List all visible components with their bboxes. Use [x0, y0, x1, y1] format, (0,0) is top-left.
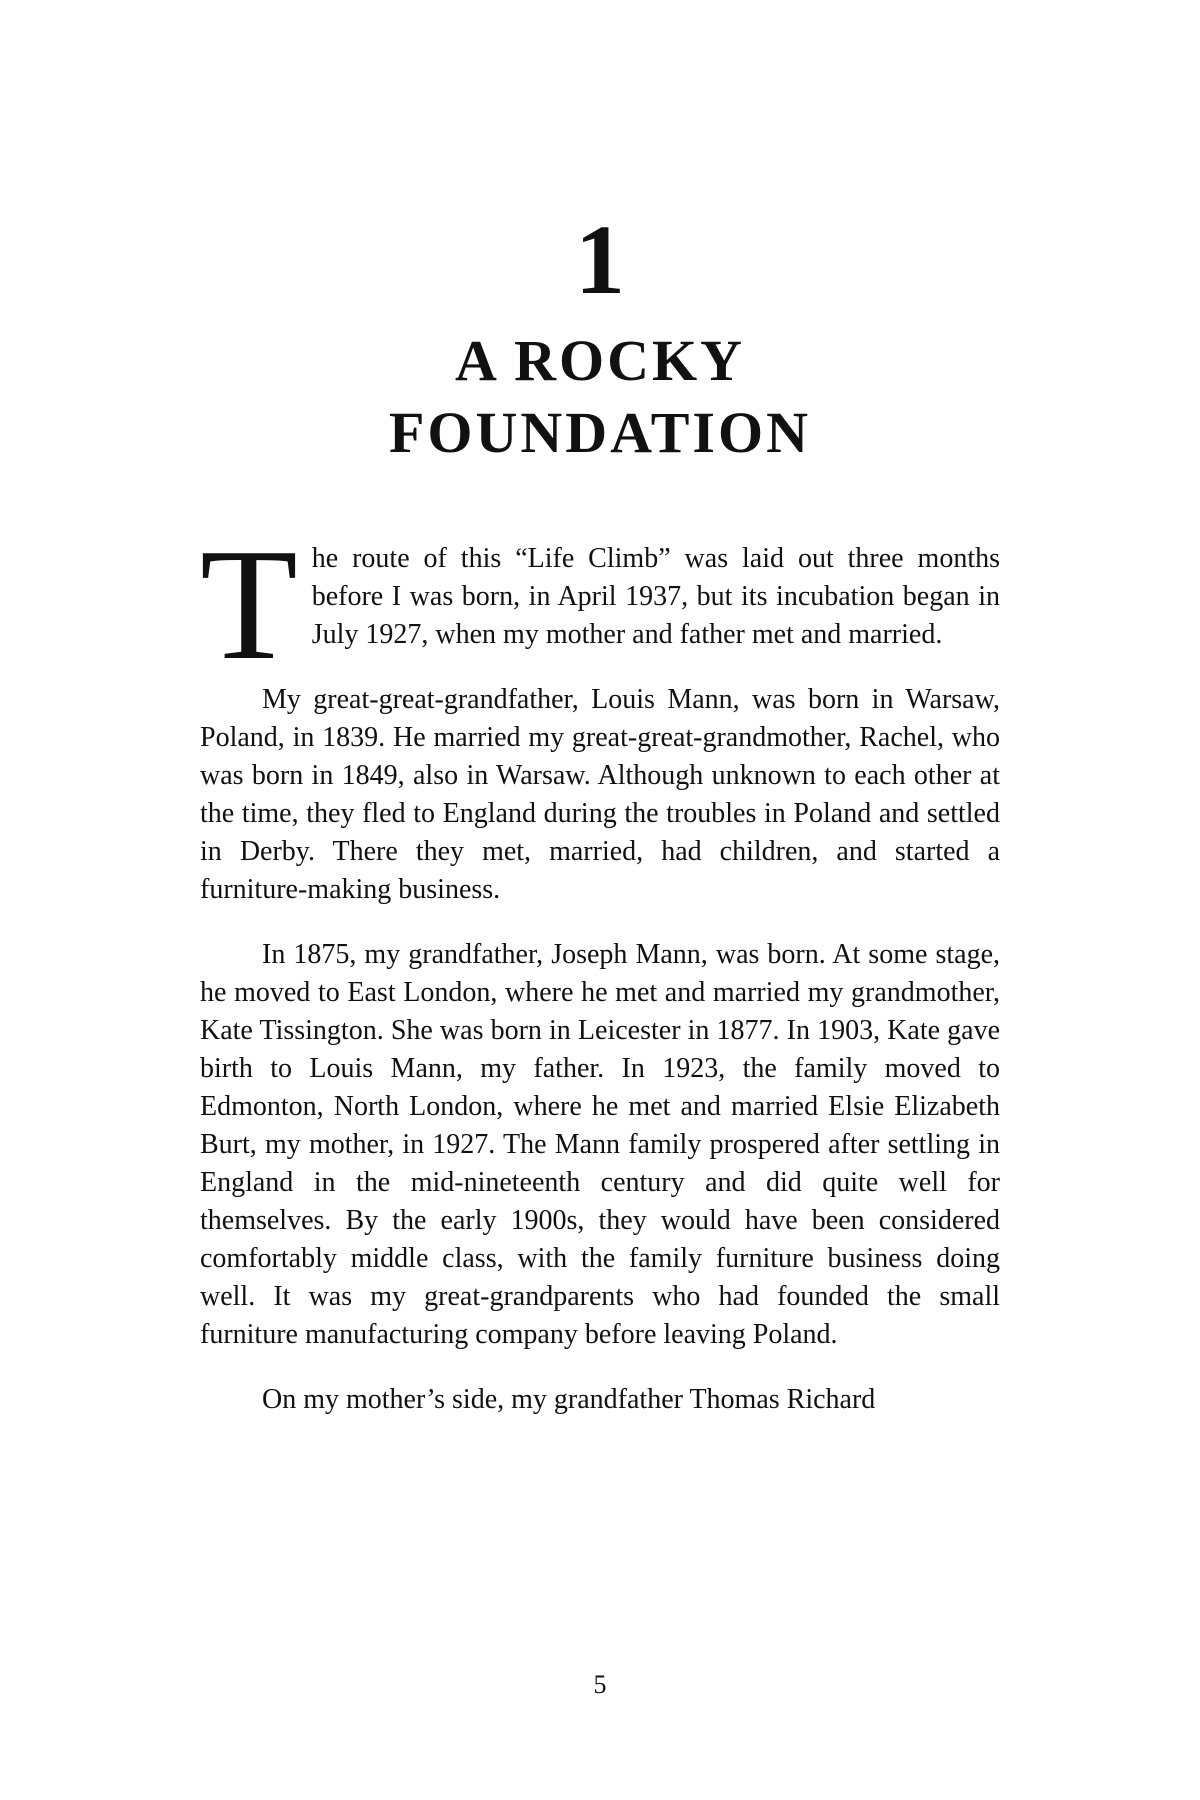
chapter-title: [200, 325, 1000, 469]
chapter-body: [200, 515, 1000, 1419]
chapter-title-line-1: A ROCKY: [454, 328, 746, 393]
book-page: [200, 0, 1000, 1800]
paragraph-2: My great-great-grandfather, Louis Mann, was born in Warsaw, Poland, in 1839. He married my great-great-grandmother, Rachel, who was born in 1849, also in Warsaw. Although unknown to each other at the time, they fled to England during the troubles in Poland and settled in Derby. There they met, married, had children, and started a furniture-making business.: [200, 684, 1000, 905]
drop-cap: T: [200, 515, 298, 693]
page-number: 5: [593, 1670, 607, 1699]
paragraph-1: [200, 515, 1000, 693]
paragraph-4: On my mother’s side, my grandfather Thomas Richard: [262, 1384, 876, 1415]
chapter-number: 1: [575, 204, 625, 315]
paragraph-1-text: he route of this “Life Climb” was laid out three months before I was born, in April 1937, but its incubation began in July 1927, when my mother and father met and married.: [311, 543, 1000, 650]
chapter-title-line-2: FOUNDATION: [388, 400, 812, 465]
paragraph-3: In 1875, my grandfather, Joseph Mann, was born. At some stage, he moved to East London, where he met and married my grandmother, Kate Tissington. She was born in Leicester in 1877. In 1903, Kate gave birth to Louis Mann, my father. In 1923, the family moved to Edmonton, North London, where he met and married Elsie Elizabeth Burt, my mother, in 1927. The Mann family prospered after settling in England in the mid-nineteenth century and did quite well for themselves. By the early 1900s, they would have been considered comfortably middle class, with the family furniture business doing well. It was my great-grandparents who had founded the small furniture manufacturing company before leaving Poland.: [200, 939, 1000, 1350]
